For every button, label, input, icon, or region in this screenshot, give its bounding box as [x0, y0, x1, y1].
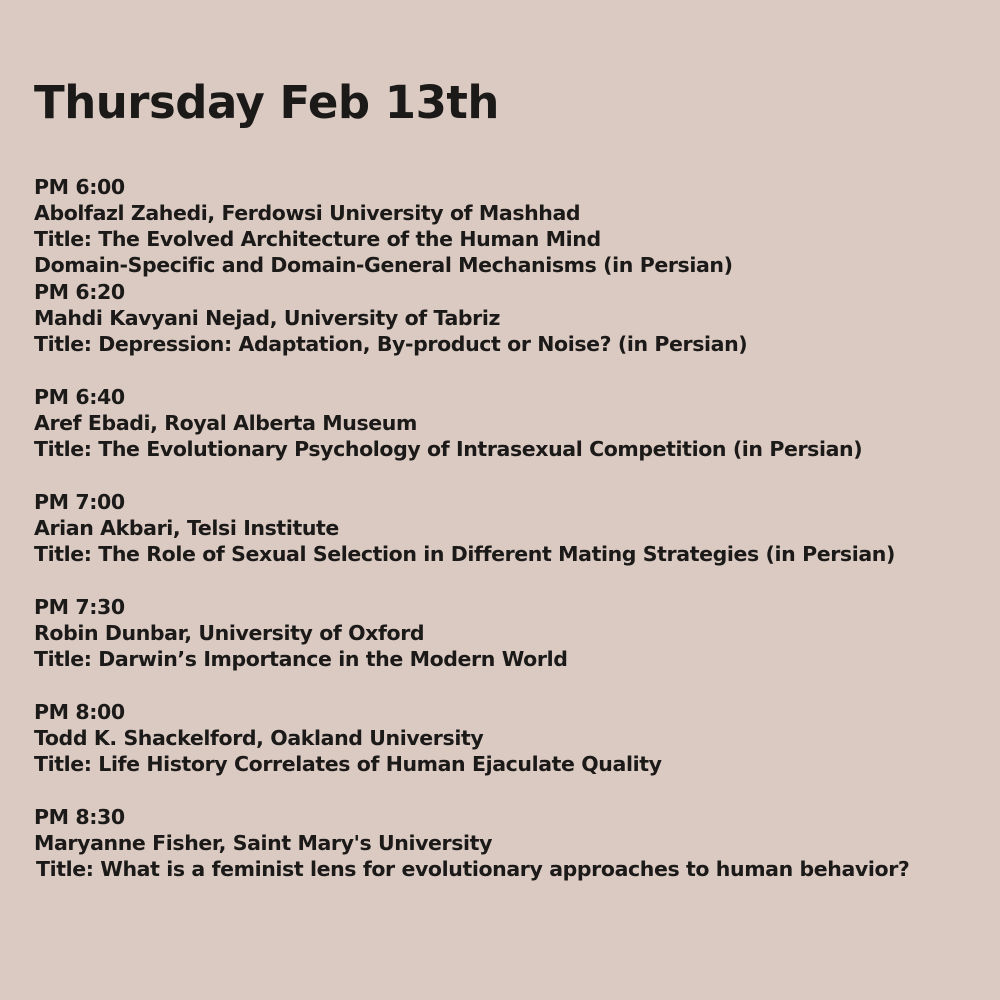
session-time: PM 7:30 — [34, 595, 125, 619]
session-item — [34, 489, 984, 594]
session-item — [34, 384, 984, 489]
session-title: Title: Darwin’s Importance in the Modern World — [34, 647, 568, 671]
session-title: Title: Life History Correlates of Human Ejaculate Quality — [34, 752, 662, 776]
session-title: Title: The Evolved Architecture of the Human Mind — [34, 227, 601, 251]
session-speaker: Todd K. Shackelford, Oakland University — [34, 726, 484, 750]
session-title: Title: The Role of Sexual Selection in Different Mating Strategies (in Persian) — [34, 542, 895, 566]
session-item — [34, 594, 984, 699]
session-subtitle: Domain-Specific and Domain-General Mechanisms (in Persian) — [34, 253, 733, 277]
session-speaker: Mahdi Kavyani Nejad, University of Tabriz — [34, 306, 501, 330]
session-time: PM 6:20 — [34, 280, 125, 304]
session-title: Title: The Evolutionary Psychology of Intrasexual Competition (in Persian) — [34, 437, 863, 461]
session-item — [34, 174, 984, 279]
session-speaker: Arian Akbari, Telsi Institute — [34, 516, 339, 540]
session-item — [34, 699, 984, 804]
session-speaker: Robin Dunbar, University of Oxford — [34, 621, 425, 645]
session-item — [34, 279, 984, 384]
session-title: Title: Depression: Adaptation, By-product or Noise? (in Persian) — [34, 332, 748, 356]
session-speaker: Aref Ebadi, Royal Alberta Museum — [34, 411, 417, 435]
session-time: PM 6:40 — [34, 385, 125, 409]
session-time: PM 8:30 — [34, 805, 125, 829]
session-time: PM 7:00 — [34, 490, 125, 514]
session-list — [34, 174, 984, 909]
page-title: Thursday Feb 13th — [34, 76, 499, 129]
session-title: Title: What is a feminist lens for evolutionary approaches to human behavior? — [36, 857, 910, 881]
session-time: PM 6:00 — [34, 175, 125, 199]
session-item — [34, 804, 984, 909]
session-speaker: Abolfazl Zahedi, Ferdowsi University of Mashhad — [34, 201, 581, 225]
session-speaker: Maryanne Fisher, Saint Mary's University — [34, 831, 493, 855]
session-time: PM 8:00 — [34, 700, 125, 724]
